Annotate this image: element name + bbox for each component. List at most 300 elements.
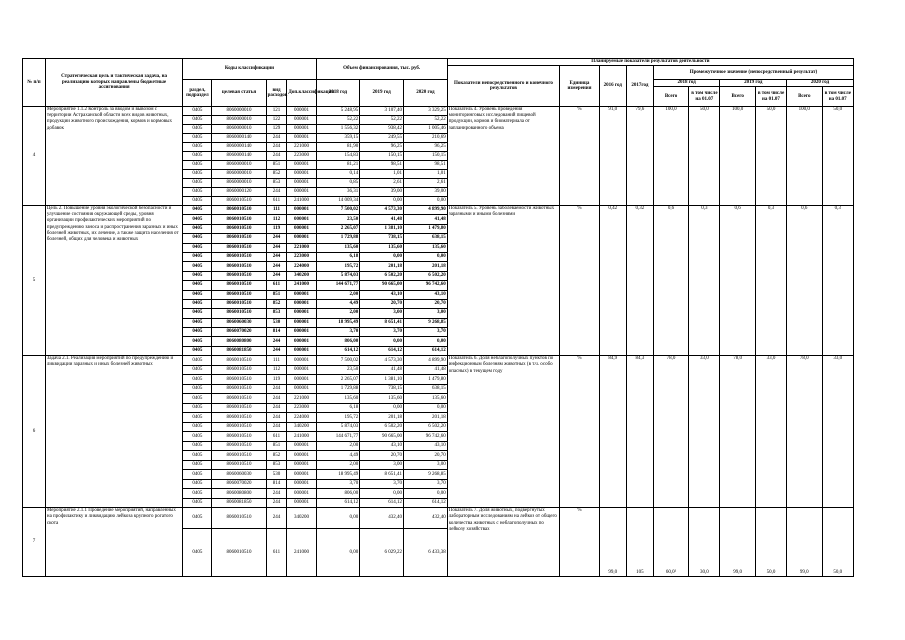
funding-2019: 43,10 bbox=[360, 290, 404, 299]
expense-type: 853 bbox=[266, 309, 287, 318]
funding-2020: 638,15 bbox=[404, 234, 448, 243]
header-target-item: целевая статья bbox=[212, 80, 266, 107]
funding-2018: 359,15 bbox=[316, 134, 360, 143]
target-item: 8060010510 bbox=[212, 365, 266, 375]
funding-2018: 0,85 bbox=[316, 179, 360, 188]
funding-2018: 6,18 bbox=[316, 252, 360, 261]
interim-value: 0,3 bbox=[755, 206, 786, 356]
header-goal: Стратегическая цель и тактическая задача, на реализацию которых направлены бюджетные ассигнования bbox=[45, 59, 182, 107]
interim-value: 78,0 bbox=[787, 356, 822, 508]
expense-type: 244 bbox=[266, 413, 287, 423]
extra-spec: 221000 bbox=[287, 394, 316, 404]
value-2016: 99,0 bbox=[599, 508, 626, 577]
funding-2019: 6 029,22 bbox=[360, 529, 404, 577]
funding-2018: 7 500,02 bbox=[316, 356, 360, 366]
section-code: 0405 bbox=[183, 252, 212, 261]
funding-2019: 3,70 bbox=[360, 479, 404, 489]
target-item: 8060000140 bbox=[212, 152, 266, 161]
extra-spec: 221000 bbox=[287, 243, 316, 252]
target-item: 8060080800 bbox=[212, 489, 266, 499]
funding-2020: 3 329,25 bbox=[404, 107, 448, 116]
interim-value: 0,6 bbox=[787, 206, 822, 356]
funding-2018: 614,12 bbox=[316, 346, 360, 355]
funding-2018: 4,49 bbox=[316, 299, 360, 308]
funding-2020: 20,70 bbox=[404, 451, 448, 461]
funding-2018: 18 995,49 bbox=[316, 318, 360, 327]
funding-2020: 9 268,85 bbox=[404, 318, 448, 327]
target-item: 8060080800 bbox=[212, 337, 266, 346]
interim-value: 50,0 bbox=[755, 107, 786, 206]
extra-spec: 000001 bbox=[287, 328, 316, 337]
funding-2019: 738,15 bbox=[360, 384, 404, 394]
header-total: Всего bbox=[653, 87, 688, 107]
target-item: 8060000140 bbox=[212, 143, 266, 152]
goal-text: Мероприятие 2.1.1 Проведение мероприятий, направленных на профилактику и ликвидацию лейкоза крупного рогатого скота bbox=[45, 508, 182, 577]
expense-type: 244 bbox=[266, 346, 287, 355]
header-2016: 2016 год bbox=[599, 66, 626, 107]
section-code: 0405 bbox=[183, 116, 212, 125]
funding-2019: 20,70 bbox=[360, 451, 404, 461]
header-unit: Единица измерения bbox=[560, 66, 600, 107]
expense-type: 244 bbox=[266, 262, 287, 271]
extra-spec: 221000 bbox=[287, 143, 316, 152]
section-code: 0405 bbox=[183, 179, 212, 188]
section-code: 0405 bbox=[183, 413, 212, 423]
expense-type: 112 bbox=[266, 365, 287, 375]
funding-2018: 2 265,07 bbox=[316, 224, 360, 233]
funding-2019: 201,18 bbox=[360, 413, 404, 423]
extra-spec: 000001 bbox=[287, 337, 316, 346]
section-code: 0405 bbox=[183, 188, 212, 197]
funding-2018: 144 671,77 bbox=[316, 281, 360, 290]
funding-2020: 43,10 bbox=[404, 441, 448, 451]
target-item: 8060010510 bbox=[212, 394, 266, 404]
funding-2018: 2 265,07 bbox=[316, 375, 360, 385]
funding-2018: 2,00 bbox=[316, 441, 360, 451]
target-item: 8060010510 bbox=[212, 215, 266, 224]
expense-type: 851 bbox=[266, 161, 287, 170]
header-funding: Объем финансирования, тыс. руб. bbox=[316, 59, 447, 80]
section-code: 0405 bbox=[183, 356, 212, 366]
section-code: 0405 bbox=[183, 460, 212, 470]
funding-2018: 195,72 bbox=[316, 262, 360, 271]
interim-value: 33,0 bbox=[822, 356, 854, 508]
extra-spec: 000001 bbox=[287, 206, 316, 215]
expense-type: 852 bbox=[266, 451, 287, 461]
section-code: 0405 bbox=[183, 479, 212, 489]
extra-spec: 000001 bbox=[287, 134, 316, 143]
section-code: 0405 bbox=[183, 224, 212, 233]
funding-2020: 43,10 bbox=[404, 290, 448, 299]
target-item: 8060010510 bbox=[212, 281, 266, 290]
funding-2020: 614,12 bbox=[404, 346, 448, 355]
expense-type: 611 bbox=[266, 281, 287, 290]
funding-2020: 3,00 bbox=[404, 460, 448, 470]
expense-type: 244 bbox=[266, 422, 287, 432]
section-code: 0405 bbox=[183, 134, 212, 143]
funding-2020: 6 433,38 bbox=[404, 529, 448, 577]
target-item: 8060010510 bbox=[212, 451, 266, 461]
funding-2020: 6 502,20 bbox=[404, 422, 448, 432]
expense-type: 851 bbox=[266, 441, 287, 451]
target-item: 8060010510 bbox=[212, 441, 266, 451]
budget-table-sheet bbox=[22, 58, 854, 577]
funding-2019: 0,00 bbox=[360, 489, 404, 499]
funding-2019: 41,48 bbox=[360, 215, 404, 224]
funding-2019: 39,00 bbox=[360, 188, 404, 197]
target-item: 8060070020 bbox=[212, 479, 266, 489]
section-code: 0405 bbox=[183, 143, 212, 152]
interim-value: 33,0 bbox=[755, 356, 786, 508]
header-total: Всего bbox=[720, 87, 755, 107]
funding-2020: 1 005,46 bbox=[404, 125, 448, 134]
extra-spec: 000001 bbox=[287, 161, 316, 170]
funding-2019: 52,22 bbox=[360, 116, 404, 125]
funding-2020: 20,70 bbox=[404, 299, 448, 308]
target-item: 8060010510 bbox=[212, 252, 266, 261]
section-code: 0405 bbox=[183, 318, 212, 327]
indicator-text: Показатель 5. Уровень заболеваемости животных заразными и иными болезнями bbox=[447, 206, 559, 356]
section-code: 0405 bbox=[183, 470, 212, 480]
extra-spec: 000001 bbox=[287, 188, 316, 197]
extra-spec: 000001 bbox=[287, 346, 316, 355]
indicator-text: Показатель 4. Уровень проведения мониторинговых исследований пищевой продукции, кормов и биоматериала от запланированного объема bbox=[447, 107, 559, 206]
funding-2020: 1 479,80 bbox=[404, 375, 448, 385]
unit-value: % bbox=[560, 508, 600, 577]
funding-2018: 144 671,77 bbox=[316, 432, 360, 442]
section-code: 0405 bbox=[183, 451, 212, 461]
target-item: 8060010510 bbox=[212, 422, 266, 432]
value-2016: 0,42 bbox=[599, 206, 626, 356]
goal-text: Цель 2. Повышение уровня экологической безопасности и улучшение состояния окружающей среды, уровня организации профилактических мероприятий по предупреждению заноса и распространения заразных и иных болезней животных, их лечение, а также защита населения от болезней, общих для человека и животных bbox=[45, 206, 182, 356]
funding-2020: 39,00 bbox=[404, 188, 448, 197]
expense-type: 244 bbox=[266, 337, 287, 346]
target-item: 8060010510 bbox=[212, 375, 266, 385]
section-code: 0405 bbox=[183, 365, 212, 375]
header-expense-type: вид расходов bbox=[266, 80, 287, 107]
section-code: 0405 bbox=[183, 432, 212, 442]
unit-value: % bbox=[560, 107, 600, 206]
extra-spec: 000001 bbox=[287, 125, 316, 134]
header-interim: Промежуточное значение (непосредственный результат) bbox=[653, 66, 853, 80]
expense-type: 244 bbox=[266, 384, 287, 394]
funding-2019: 150,15 bbox=[360, 152, 404, 161]
funding-2020: 4 899,90 bbox=[404, 356, 448, 366]
header-2017: 2017год bbox=[626, 66, 653, 107]
expense-type: 530 bbox=[266, 318, 287, 327]
expense-type: 244 bbox=[266, 508, 287, 529]
interim-value: 50,0 bbox=[822, 107, 854, 206]
expense-type: 853 bbox=[266, 179, 287, 188]
section-code: 0405 bbox=[183, 441, 212, 451]
funding-2020: 150,15 bbox=[404, 152, 448, 161]
expense-type: 244 bbox=[266, 234, 287, 243]
extra-spec: 000001 bbox=[287, 356, 316, 366]
expense-type: 121 bbox=[266, 107, 287, 116]
expense-type: 814 bbox=[266, 479, 287, 489]
funding-2019: 3,70 bbox=[360, 328, 404, 337]
funding-2020: 210,69 bbox=[404, 134, 448, 143]
funding-2020: 0,00 bbox=[404, 337, 448, 346]
extra-spec: 000001 bbox=[287, 116, 316, 125]
interim-value: 0,3 bbox=[822, 206, 854, 356]
funding-2018: 6,18 bbox=[316, 403, 360, 413]
target-item: 8060010510 bbox=[212, 432, 266, 442]
funding-2018: 18 995,49 bbox=[316, 470, 360, 480]
funding-2019: 135,60 bbox=[360, 243, 404, 252]
funding-2020: 9 268,85 bbox=[404, 470, 448, 480]
funding-2019: 201,18 bbox=[360, 262, 404, 271]
expense-type: 611 bbox=[266, 432, 287, 442]
extra-spec: 000001 bbox=[287, 215, 316, 224]
section-code: 0405 bbox=[183, 197, 212, 206]
funding-2018: 154,83 bbox=[316, 152, 360, 161]
section-code: 0405 bbox=[183, 262, 212, 271]
expense-type: 119 bbox=[266, 224, 287, 233]
funding-2020: 0,00 bbox=[404, 197, 448, 206]
funding-2020: 3,00 bbox=[404, 309, 448, 318]
section-code: 0405 bbox=[183, 498, 212, 508]
funding-2018: 7 500,02 bbox=[316, 206, 360, 215]
funding-2018: 614,12 bbox=[316, 498, 360, 508]
funding-2020: 3,70 bbox=[404, 328, 448, 337]
target-item: 8060010510 bbox=[212, 243, 266, 252]
funding-2019: 96,25 bbox=[360, 143, 404, 152]
funding-2019: 6 502,20 bbox=[360, 422, 404, 432]
extra-spec: 000001 bbox=[287, 498, 316, 508]
funding-2020: 0,00 bbox=[404, 489, 448, 499]
funding-2018: 36,31 bbox=[316, 188, 360, 197]
funding-2019: 4 573,30 bbox=[360, 206, 404, 215]
funding-2018: 14 009,34 bbox=[316, 197, 360, 206]
expense-type: 244 bbox=[266, 271, 287, 280]
expense-type: 530 bbox=[266, 470, 287, 480]
extra-spec: 000001 bbox=[287, 460, 316, 470]
funding-2020: 2,61 bbox=[404, 179, 448, 188]
funding-2018: 5 874,03 bbox=[316, 271, 360, 280]
target-item: 8060010510 bbox=[212, 413, 266, 423]
target-item: 8060000010 bbox=[212, 161, 266, 170]
header-2018: 2018 год bbox=[316, 80, 360, 107]
funding-2018: 0,00 bbox=[316, 529, 360, 577]
header-2020: 2020 год bbox=[404, 80, 448, 107]
funding-2019: 2,61 bbox=[360, 179, 404, 188]
funding-2020: 98,51 bbox=[404, 161, 448, 170]
funding-2018: 23,50 bbox=[316, 365, 360, 375]
extra-spec: 000001 bbox=[287, 309, 316, 318]
funding-2019: 614,12 bbox=[360, 498, 404, 508]
expense-type: 244 bbox=[266, 498, 287, 508]
extra-spec: 000001 bbox=[287, 318, 316, 327]
row-number: 5 bbox=[23, 206, 46, 356]
funding-2018: 806,00 bbox=[316, 489, 360, 499]
funding-2019: 3 107,40 bbox=[360, 107, 404, 116]
extra-spec: 241000 bbox=[287, 197, 316, 206]
funding-2020: 1 479,80 bbox=[404, 224, 448, 233]
extra-spec: 000001 bbox=[287, 365, 316, 375]
funding-2019: 3,00 bbox=[360, 309, 404, 318]
section-code: 0405 bbox=[183, 281, 212, 290]
expense-type: 112 bbox=[266, 215, 287, 224]
funding-2019: 432,40 bbox=[360, 508, 404, 529]
indicator-text: Показатель 7. Доля животных, подвергнутых лабораторным исследованиям на лейкоз от общего количества животных с неблагополучных по лейкозу хозяйствах bbox=[447, 508, 559, 577]
target-item: 8060081850 bbox=[212, 498, 266, 508]
extra-spec: 224000 bbox=[287, 413, 316, 423]
funding-2019: 1,01 bbox=[360, 170, 404, 179]
funding-2018: 3,70 bbox=[316, 479, 360, 489]
unit-value: % bbox=[560, 206, 600, 356]
target-item: 8060010510 bbox=[212, 356, 266, 366]
funding-2018: 5 874,03 bbox=[316, 422, 360, 432]
section-code: 0405 bbox=[183, 234, 212, 243]
section-code: 0405 bbox=[183, 375, 212, 385]
interim-value: 78,0 bbox=[720, 356, 755, 508]
extra-spec: 000001 bbox=[287, 179, 316, 188]
extra-spec: 000001 bbox=[287, 451, 316, 461]
funding-2020: 96 742,60 bbox=[404, 281, 448, 290]
interim-value: 0,6 bbox=[653, 206, 688, 356]
extra-spec: 000001 bbox=[287, 290, 316, 299]
extra-spec: 224000 bbox=[287, 262, 316, 271]
extra-spec: 000001 bbox=[287, 170, 316, 179]
extra-spec: 000001 bbox=[287, 375, 316, 385]
table-row bbox=[23, 206, 854, 215]
interim-value: 0,3 bbox=[689, 206, 720, 356]
header-2020b: 2020 год bbox=[787, 80, 854, 87]
section-code: 0405 bbox=[183, 125, 212, 134]
header-num: № п/п bbox=[23, 59, 46, 107]
funding-2018: 1 729,88 bbox=[316, 234, 360, 243]
target-item: 8060010510 bbox=[212, 508, 266, 529]
funding-2018: 52,22 bbox=[316, 116, 360, 125]
section-code: 0405 bbox=[183, 508, 212, 529]
funding-2020: 41,48 bbox=[404, 365, 448, 375]
funding-2020: 0,00 bbox=[404, 403, 448, 413]
value-2016: 84,9 bbox=[599, 356, 626, 508]
extra-spec: 340200 bbox=[287, 508, 316, 529]
section-code: 0405 bbox=[183, 215, 212, 224]
funding-2018: 23,50 bbox=[316, 215, 360, 224]
extra-spec: 241000 bbox=[287, 529, 316, 577]
target-item: 8060010510 bbox=[212, 384, 266, 394]
goal-text: Мероприятие 1.1.2 Контроль за вводом и вывозом с территории Астраханской области всех видов животных, продукции животного происхождения, кормов и кормовых добавок bbox=[45, 107, 182, 206]
header-2019: 2019 год bbox=[360, 80, 404, 107]
interim-value: 99,0 bbox=[787, 508, 822, 577]
row-number: 4 bbox=[23, 107, 46, 206]
unit-value: % bbox=[560, 356, 600, 508]
target-item: 8060010510 bbox=[212, 234, 266, 243]
extra-spec: 000001 bbox=[287, 470, 316, 480]
target-item: 8060010510 bbox=[212, 403, 266, 413]
goal-text: Задача 2.1. Реализация мероприятий по предупреждению и ликвидации заразных и иных болезней животных bbox=[45, 356, 182, 508]
funding-2020: 3,70 bbox=[404, 479, 448, 489]
header-total: Всего bbox=[787, 87, 822, 107]
funding-2019: 8 651,41 bbox=[360, 470, 404, 480]
funding-2018: 2,00 bbox=[316, 290, 360, 299]
expense-type: 111 bbox=[266, 356, 287, 366]
extra-spec: 000001 bbox=[287, 441, 316, 451]
target-item: 8060000010 bbox=[212, 107, 266, 116]
section-code: 0405 bbox=[183, 152, 212, 161]
funding-2020: 96,25 bbox=[404, 143, 448, 152]
extra-spec: 000001 bbox=[287, 234, 316, 243]
funding-2019: 3,00 bbox=[360, 460, 404, 470]
target-item: 8060000010 bbox=[212, 179, 266, 188]
funding-2019: 1 381,10 bbox=[360, 224, 404, 233]
funding-2019: 90 665,00 bbox=[360, 281, 404, 290]
extra-spec: 223000 bbox=[287, 152, 316, 161]
section-code: 0405 bbox=[183, 394, 212, 404]
section-code: 0405 bbox=[183, 107, 212, 116]
section-code: 0405 bbox=[183, 384, 212, 394]
target-item: 8060010510 bbox=[212, 309, 266, 318]
section-code: 0405 bbox=[183, 243, 212, 252]
funding-2019: 0,00 bbox=[360, 197, 404, 206]
expense-type: 611 bbox=[266, 197, 287, 206]
expense-type: 119 bbox=[266, 375, 287, 385]
expense-type: 244 bbox=[266, 143, 287, 152]
interim-value: 0,6 bbox=[720, 206, 755, 356]
funding-2019: 0,00 bbox=[360, 337, 404, 346]
funding-2018: 135,60 bbox=[316, 243, 360, 252]
value-2017: 79,6 bbox=[626, 107, 653, 206]
funding-2019: 938,42 bbox=[360, 125, 404, 134]
target-item: 8060010510 bbox=[212, 460, 266, 470]
expense-type: 244 bbox=[266, 394, 287, 404]
funding-2018: 81,21 bbox=[316, 161, 360, 170]
interim-value: 100,0 bbox=[720, 107, 755, 206]
target-item: 8060010510 bbox=[212, 206, 266, 215]
funding-2019: 98,51 bbox=[360, 161, 404, 170]
section-code: 0405 bbox=[183, 529, 212, 577]
header-indicators: Показатели непосредственного и конечного результатов bbox=[447, 66, 559, 107]
interim-value: 33,0 bbox=[689, 356, 720, 508]
expense-type: 244 bbox=[266, 134, 287, 143]
funding-2018: 0,00 bbox=[316, 508, 360, 529]
funding-2020: 638,15 bbox=[404, 384, 448, 394]
header-incl: в том числе на 01.07 bbox=[689, 87, 720, 107]
extra-spec: 000001 bbox=[287, 489, 316, 499]
funding-2018: 2,00 bbox=[316, 460, 360, 470]
funding-2019: 90 665,00 bbox=[360, 432, 404, 442]
expense-type: 244 bbox=[266, 243, 287, 252]
extra-spec: 000001 bbox=[287, 479, 316, 489]
funding-2018: 81,90 bbox=[316, 143, 360, 152]
target-item: 8060010510 bbox=[212, 290, 266, 299]
header-codes: Коды классификации bbox=[183, 59, 316, 80]
target-item: 8060010510 bbox=[212, 224, 266, 233]
extra-spec: 000001 bbox=[287, 299, 316, 308]
expense-type: 244 bbox=[266, 152, 287, 161]
expense-type: 853 bbox=[266, 460, 287, 470]
section-code: 0405 bbox=[183, 403, 212, 413]
section-code: 0405 bbox=[183, 299, 212, 308]
header-incl: в том числе на 01.07 bbox=[755, 87, 786, 107]
funding-2019: 614,12 bbox=[360, 346, 404, 355]
funding-2020: 135,60 bbox=[404, 243, 448, 252]
interim-value: 100,0 bbox=[787, 107, 822, 206]
extra-spec: 241000 bbox=[287, 432, 316, 442]
target-item: 8060010510 bbox=[212, 262, 266, 271]
funding-2019: 20,70 bbox=[360, 299, 404, 308]
expense-type: 129 bbox=[266, 125, 287, 134]
value-2016: 91,0 bbox=[599, 107, 626, 206]
section-code: 0405 bbox=[183, 489, 212, 499]
section-code: 0405 bbox=[183, 290, 212, 299]
target-item: 8060081850 bbox=[212, 346, 266, 355]
extra-spec: 241000 bbox=[287, 281, 316, 290]
funding-2019: 41,48 bbox=[360, 365, 404, 375]
